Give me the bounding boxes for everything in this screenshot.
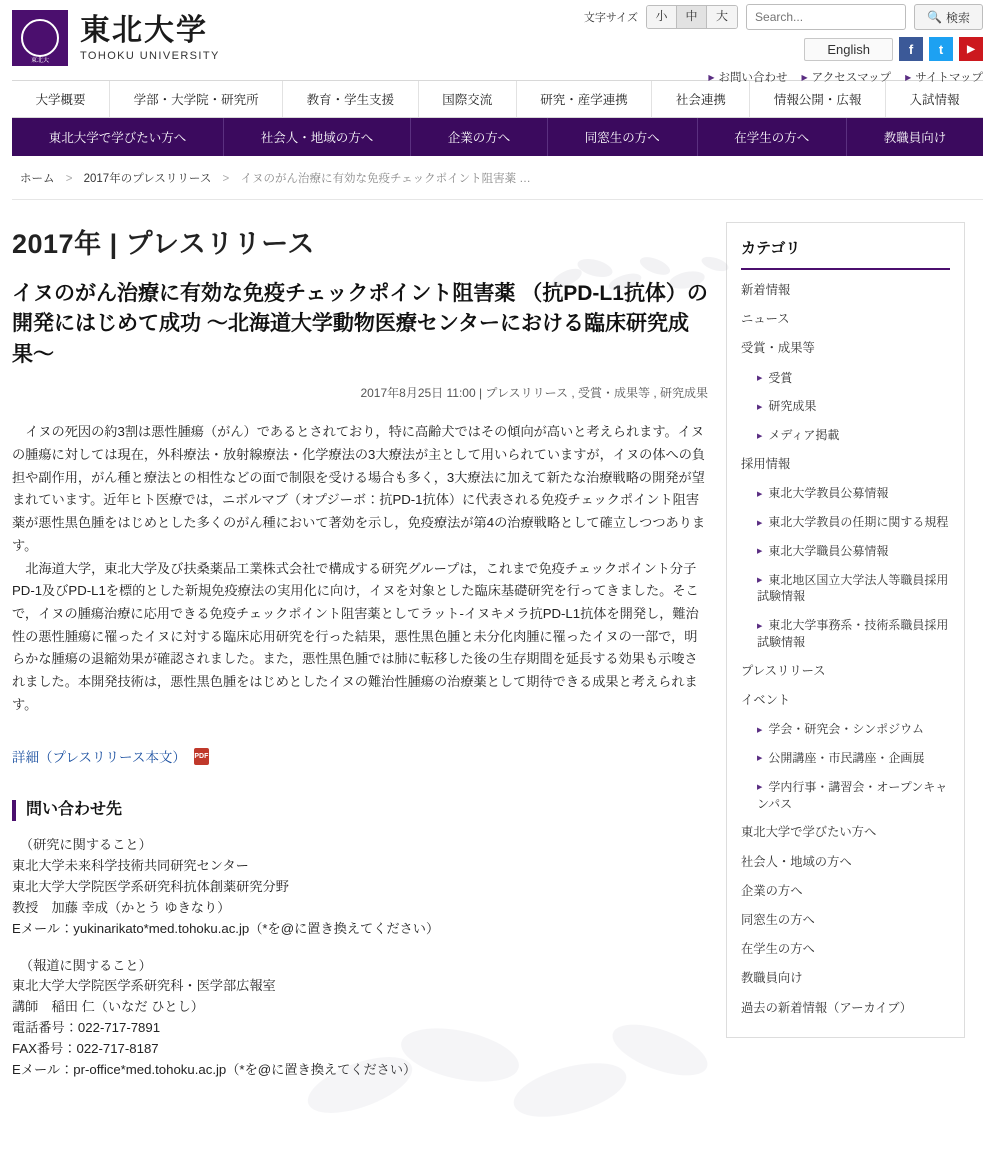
contact-heading: 問い合わせ先 [12,800,708,821]
category-list [727,270,964,1023]
fontsize-label: 文字サイズ [583,12,639,24]
site-header [0,0,995,84]
nav-item-research[interactable]: 研究・産学連携 [517,81,653,117]
contact-press-label: （報道に関すること） [19,957,152,973]
sidebar-item-symposium[interactable]: ▶ 学会・研究会・シンポジウム [741,715,950,744]
audience-nav-community[interactable]: 社会人・地域の方へ [224,118,411,156]
sidebar-item-faculty-term-rules[interactable]: ▶ 東北大学教員の任期に関する規程 [741,508,950,537]
press-release-pdf-link[interactable]: 詳細（プレスリリース本文） [12,750,186,766]
fontsize-large-button[interactable]: 大 [707,6,737,28]
sidebar-item-events[interactable]: イベント [741,692,791,707]
header-utilities [553,4,983,85]
category-heading: カテゴリ [741,237,950,270]
sidebar-item-regional-exam[interactable]: ▶ 東北地区国立大学法人等職員採用試験情報 [741,566,950,612]
logo-text [80,14,220,62]
breadcrumb-press-2017[interactable]: 2017年のプレスリリース [83,173,212,185]
search-button-label: 検索 [945,10,970,25]
contact-research-line-1: 東北大学未来科学技術共同研究センター [12,858,249,874]
logo-english: TOHOKU UNIVERSITY [80,50,220,62]
breadcrumb-home[interactable]: ホーム [20,173,55,185]
sidebar-item-recruitment[interactable]: 採用情報 [741,457,791,471]
crest-label: 東北大 [30,58,49,64]
category-box [726,222,965,1038]
sidebar-item-media[interactable]: ▶ メディア掲載 [741,421,950,450]
contact-press-line-1: 東北大学大学院医学系研究科・医学部広報室 [12,978,276,994]
contact-press-person: 講師 稲田 仁（いなだ ひとし） [12,999,204,1015]
contact-research-email: Eメール：yukinarikato*med.tohoku.ac.jp（*を@に置き換えてください） [12,920,440,936]
facebook-icon[interactable]: f [899,37,923,61]
article-paragraph-2: 北海道大学，東北大学及び扶桑薬品工業株式会社で構成する研究グループは，これまで免疫チェックポイント分子PD-1及びPD-L1を標的とした新規免疫療法の実用化に向け，イヌを対象とした臨床基礎研究を行ってきました。そこで，イヌの腫瘍治療に応用できる免疫チェックポイント阻害薬としてラット-イヌキメラ抗PD-L1抗体を開発し，難治性の悪性腫瘍に罹ったイヌに対する臨床応用研究を行った結果，悪性黒色腫と未分化肉腫に罹ったイヌの一部で，明らかな腫瘍の退縮効果が確認されました。また，悪性黒色腫では肺に転移した後の生存期間を延長する効果も示唆されました。本開発技術は，悪性黒色腫をはじめとしたイヌの難治性腫瘍の治療薬として期待できる成果と考えられます。 [12,560,699,712]
search-button[interactable] [914,4,983,30]
nav-item-overview[interactable]: 大学概要 [12,81,110,117]
nav-item-international[interactable]: 国際交流 [419,81,517,117]
contact-group-research [12,835,708,939]
contact-press-phone: 電話番号：022-717-7891 [12,1020,161,1036]
audience-nav-alumni[interactable]: 同窓生の方へ [548,118,698,156]
contact-information [12,835,708,1080]
breadcrumb [12,156,983,200]
fontsize-small-button[interactable]: 小 [647,6,677,28]
audience-nav-companies[interactable]: 企業の方へ [411,118,548,156]
crest-circle [21,19,59,57]
article-meta: 2017年8月25日 11:00 | プレスリリース , 受賞・成果等 , 研究成果 [360,386,708,401]
audience-nav-prospective[interactable]: 東北大学で学びたい方へ [12,118,224,156]
article-title: イヌのがん治療に有効な免疫チェックポイント阻害薬 （抗PD-L1抗体）の開発にはじめて成功 〜北海道大学動物医療センターにおける臨床研究成果〜 [12,282,708,366]
nav-item-faculties[interactable]: 学部・大学院・研究所 [110,81,283,117]
nav-item-admissions[interactable]: 入試情報 [909,93,960,107]
sitemap-link[interactable]: ▶ サイトマップ [905,69,983,85]
breadcrumb-current: イヌのがん治療に有効な免疫チェックポイント阻害薬 … [240,173,531,185]
contact-link[interactable]: ▶ お問い合わせ [708,69,787,85]
breadcrumb-separator-2: > [222,173,230,185]
global-navigation [12,80,983,118]
contact-research-line-2: 東北大学大学院医学系研究科抗体創薬研究分野 [12,878,289,894]
fontsize-switcher[interactable] [646,5,738,29]
contact-research-person: 教授 加藤 幸成（かとう ゆきなり） [12,899,231,915]
sidebar-item-faculty-openings[interactable]: ▶ 東北大学教員公募情報 [741,479,950,508]
sidebar-item-admin-tech-exam[interactable]: ▶ 東北大学事務系・技術系職員採用試験情報 [741,611,950,657]
sidebar-item-awards-results[interactable]: 受賞・成果等 [741,341,815,356]
nav-item-disclosure[interactable]: 情報公開・広報 [750,81,886,117]
sidebar-item-open-campus[interactable]: ▶ 学内行事・講習会・オープンキャンパス [741,773,950,819]
search-input[interactable] [746,4,906,30]
audience-nav-staff[interactable]: 教職員向け [883,131,947,145]
page-content [12,200,983,1097]
audience-nav-students[interactable]: 在学生の方へ [698,118,848,156]
sidebar-item-prospective[interactable]: 東北大学で学びたい方へ [741,825,877,840]
sidebar-item-students[interactable]: 在学生の方へ [741,942,815,957]
sidebar-item-alumni[interactable]: 同窓生の方へ [741,912,815,927]
page-title: 2017年 | プレスリリース [12,229,315,259]
university-crest-icon [12,10,68,66]
sidebar-item-research-results[interactable]: ▶ 研究成果 [741,392,950,421]
nav-item-social[interactable]: 社会連携 [652,81,750,117]
english-language-button[interactable]: English [804,38,893,61]
twitter-icon[interactable]: t [929,37,953,61]
sidebar-item-news-new[interactable]: 新着情報 [741,283,791,297]
sidebar-item-public-lecture[interactable]: ▶ 公開講座・市民講座・企画展 [741,744,950,773]
sidebar-item-community[interactable]: 社会人・地域の方へ [741,854,852,869]
youtube-icon[interactable]: ▶ [959,37,983,61]
contact-research-label: （研究に関すること） [19,837,152,853]
contact-press-fax: FAX番号：022-717-8187 [12,1040,159,1056]
nav-item-education[interactable]: 教育・学生支援 [283,81,419,117]
detail-link-row [12,746,708,766]
search-icon: 🔍 [927,10,942,24]
contact-group-press [12,956,708,1081]
site-logo[interactable] [12,10,220,66]
sidebar [726,200,965,1038]
sidebar-item-awards[interactable]: ▶ 受賞 [741,364,950,393]
article-paragraph-1: イヌの死因の約3割は悪性腫瘍（がん）であるとされており，特に高齢犬ではその傾向が高いと考えられます。イヌの腫瘍に対しては現在，外科療法・放射線療法・化学療法の3大療法が主として用いられていますが，イヌの体への負担や副作用，がん種と療法との相性などの面で制限を受ける場合も多く，3大療法に加えて新たな治療戦略の開発が望まれています。近年ヒト医療では，ニボルマブ（オプジーボ：抗PD-1抗体）に代表される免疫チェックポイント阻害薬が悪性黒色腫をはじめとした多くのがん種において著効を示し，免疫療法が第4の治療戦略として確立しつつあります。 [12,424,706,553]
contact-press-email: Eメール：pr-office*med.tohoku.ac.jp（*を@に置き換えてください） [12,1061,417,1077]
breadcrumb-separator-1: > [65,173,73,185]
sidebar-item-companies[interactable]: 企業の方へ [741,883,803,898]
access-map-link[interactable]: ▶ アクセスマップ [801,69,891,85]
sidebar-item-staff-openings[interactable]: ▶ 東北大学職員公募情報 [741,537,950,566]
sidebar-item-news[interactable]: ニュース [741,312,790,327]
sidebar-item-archive[interactable]: 過去の新着情報（アーカイブ） [741,1000,912,1015]
pdf-icon[interactable]: PDF [194,748,209,765]
fontsize-medium-button[interactable]: 中 [677,6,707,28]
sidebar-item-staff[interactable]: 教職員向け [741,971,803,986]
audience-navigation [12,118,983,156]
main-column [12,200,726,1097]
logo-japanese: 東北大学 [80,14,208,47]
article-body [12,421,708,716]
sidebar-item-press-release[interactable]: プレスリリース [741,663,826,678]
